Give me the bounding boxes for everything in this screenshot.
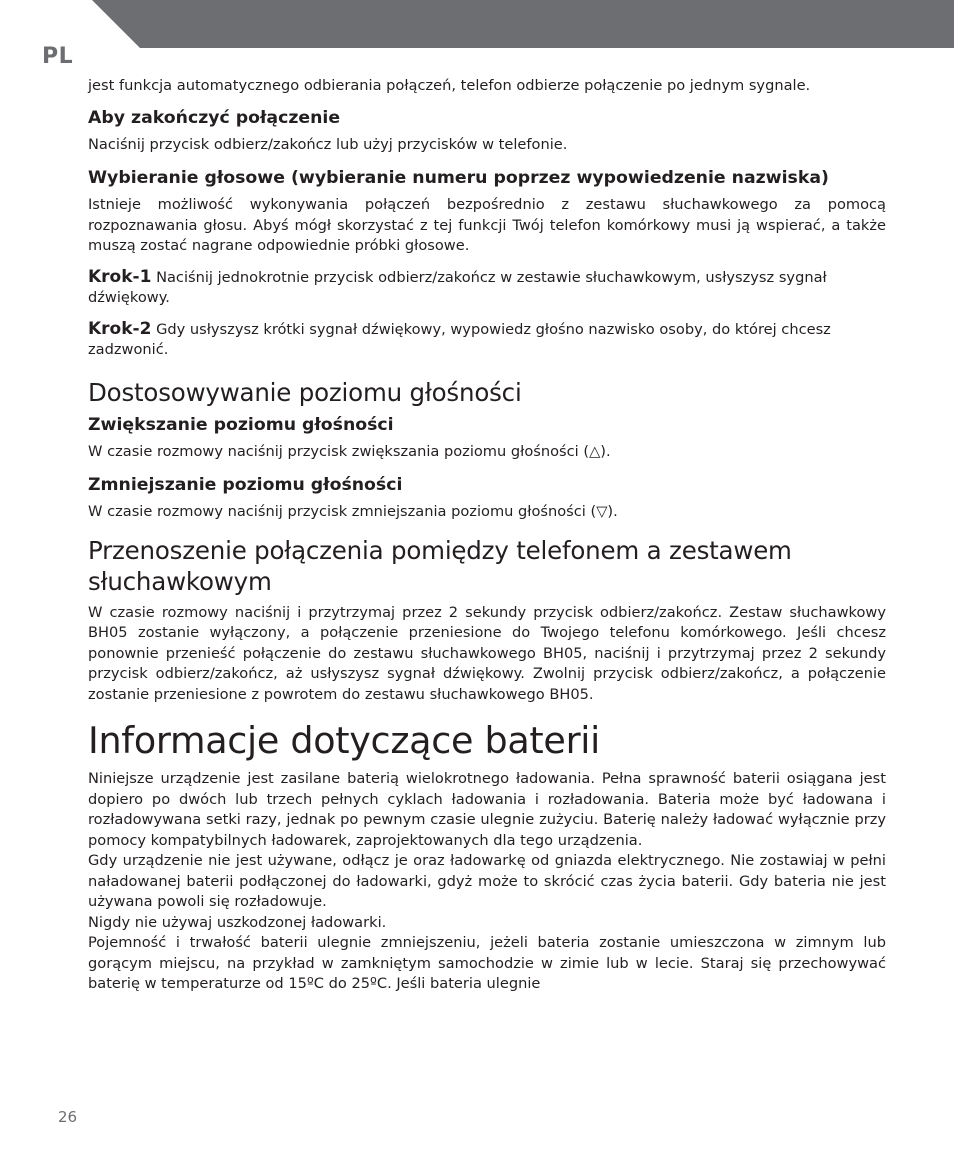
volume-increase-text-after: ). [600, 442, 611, 460]
voice-dial-heading: Wybieranie głosowe (wybieranie numeru poprzez wypowiedzenie nazwiska) [88, 168, 829, 188]
step-2-text: Gdy usłyszysz krótki sygnał dźwiękowy, wypowiedz głośno nazwisko osoby, do której chcesz zadzwonić. [88, 320, 831, 358]
volume-decrease-text-before: W czasie rozmowy naciśnij przycisk zmniejszania poziomu głośności ( [88, 503, 597, 520]
battery-paragraph-3: Nigdy nie używaj uszkodzonej ładowarki. [88, 913, 387, 931]
volume-down-icon: ▽ [596, 503, 608, 520]
page-number: 26 [58, 1108, 78, 1126]
step-1-label: Krok-1 [88, 266, 152, 287]
volume-heading: Dostosowywanie poziomu głośności [88, 377, 522, 407]
transfer-heading: Przenoszenie połączenia pomiędzy telefonem a zestawem słuchawkowym [88, 535, 792, 596]
voice-dial-text: Istnieje możliwość wykonywania połączeń bezpośrednio z zestawu słuchawkowego za pomocą rozpoznawania głosu. Abyś mógł skorzystać z tej funkcji Twój telefon komórkowy musi ją wspierać, a także muszą zostać nagrane odpowiednie próbki głosowe. [88, 196, 886, 254]
volume-decrease-heading: Zmniejszanie poziomu głośności [88, 475, 403, 495]
volume-increase-text [88, 442, 886, 463]
battery-paragraph-4: Pojemność i trwałość baterii ulegnie zmniejszeniu, jeżeli bateria zostanie umieszczona w zimnym lub gorącym miejscu, na przykład w zamkniętym samochodzie w zimie lub w lecie. Staraj się przechowywać baterię w temperaturze od 15ºC do 25ºC. Jeśli bateria ulegnie [88, 934, 886, 992]
step-2-label: Krok-2 [88, 318, 152, 339]
volume-increase-heading: Zwiększanie poziomu głośności [88, 414, 394, 435]
end-call-text: Naciśnij przycisk odbierz/zakończ lub użyj przycisków w telefonie. [88, 135, 568, 153]
intro-fragment: jest funkcja automatycznego odbierania połączeń, telefon odbierze połączenie po jednym sygnale. [88, 77, 811, 94]
step-2 [88, 319, 886, 361]
battery-paragraph-1: Niniejsze urządzenie jest zasilane baterią wielokrotnego ładowania. Pełna sprawność baterii osiągana jest dopiero po dwóch lub trzech pełnych cyklach ładowania i rozładowania. Bateria może być ładowana i rozładowywana setki razy, jednak po pewnym czasie ulegnie zużyciu. Baterię należy ładować wyłącznie przy pomocy kompatybilnych ładowarek, zaprojektowanych dla tego urządzenia. [88, 770, 886, 849]
step-1 [88, 267, 886, 309]
page-content [88, 76, 886, 995]
volume-decrease-text [88, 502, 886, 523]
battery-paragraph-2: Gdy urządzenie nie jest używane, odłącz je oraz ładowarkę od gniazda elektrycznego. Nie zostawiaj w pełni naładowanej baterii podłączonej do ładowarki, gdyż może to skrócić czas życia baterii. Gdy bateria nie jest używana powoli się rozładowuje. [88, 852, 886, 910]
header-bar [0, 0, 954, 48]
volume-increase-text-before: W czasie rozmowy naciśnij przycisk zwiększania poziomu głośności ( [88, 442, 590, 460]
step-1-text: Naciśnij jednokrotnie przycisk odbierz/zakończ w zestawie słuchawkowym, usłyszysz sygnał dźwiękowy. [88, 268, 827, 306]
volume-up-icon: △ [589, 442, 601, 460]
battery-heading: Informacje dotyczące baterii [88, 719, 600, 762]
language-tag: PL [42, 44, 74, 69]
transfer-text: W czasie rozmowy naciśnij i przytrzymaj przez 2 sekundy przycisk odbierz/zakończ. Zestaw słuchawkowy BH05 zostanie wyłączony, a połączenie przeniesione do Twojego telefonu komórkowego. Jeśli chcesz ponownie przenieść połączenie do zestawu słuchawkowego BH05, naciśnij i przytrzymaj przez 2 sekundy przycisk odbierz/zakończ, aż usłyszysz sygnał dźwiękowy. Zwolnij przycisk odbierz/zakończ, a połączenie zostanie przeniesione z powrotem do zestawu słuchawkowego BH05. [88, 603, 886, 703]
end-call-heading: Aby zakończyć połączenie [88, 107, 341, 128]
volume-decrease-text-after: ). [607, 503, 618, 520]
header-bar-shape [92, 0, 954, 48]
